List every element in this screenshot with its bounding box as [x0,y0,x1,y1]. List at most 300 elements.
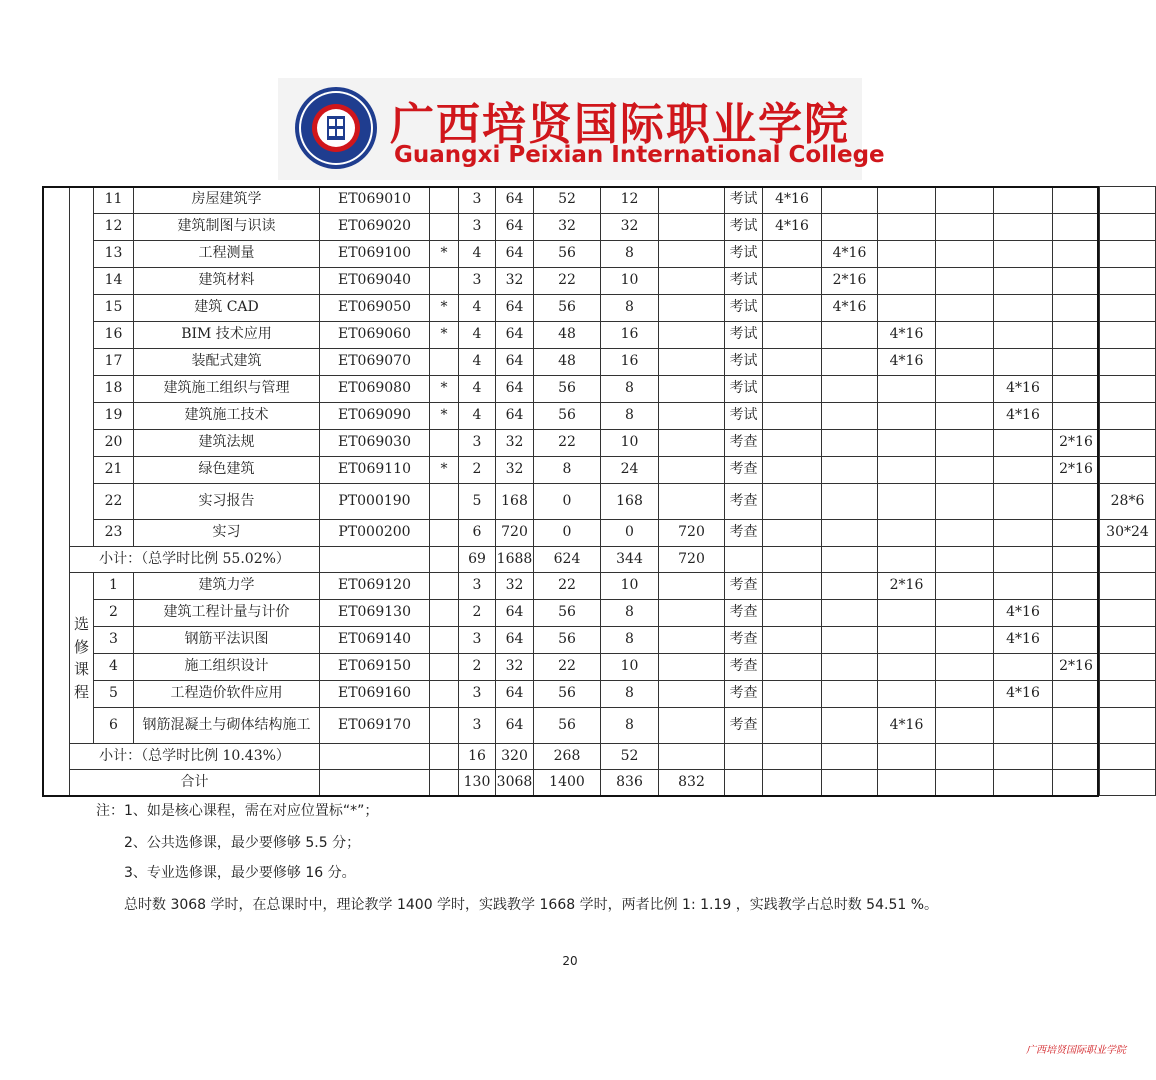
semester-2-cell [822,322,878,349]
grand-total-row-training: 832 [659,770,725,796]
subtotal-elective-row-core [430,744,459,770]
semester-7-cell [1100,457,1156,484]
credit-cell: 5 [459,484,496,520]
credit-cell: 3 [459,627,496,654]
semester-5-cell [994,187,1053,214]
semester-1-cell: 4*16 [763,214,822,241]
table-row [43,681,1156,708]
grand-total-row-credit: 130 [459,770,496,796]
grand-total-row-total: 3068 [496,770,534,796]
course-name-cell: 建筑 CAD [134,295,320,322]
subtotal-required-row-empty-cell [936,547,994,573]
semester-6-cell [1053,241,1100,268]
semester-1-cell: 4*16 [763,187,822,214]
semester-5-cell [994,295,1053,322]
curriculum-table [42,186,1149,797]
subtotal-required-row [43,547,1156,573]
semester-5-cell: 4*16 [994,376,1053,403]
practice-hours-cell: 8 [601,376,659,403]
practice-hours-cell: 8 [601,627,659,654]
course-no-cell: 4 [94,654,134,681]
grand-total-row-empty-cell [1100,770,1156,796]
course-code-cell: ET069010 [320,187,430,214]
semester-3-cell [878,457,936,484]
core-mark-cell [430,349,459,376]
semester-7-cell [1100,241,1156,268]
note-3: 3、专业选修课，最少要修够 16 分。 [124,865,356,881]
grand-total-row-practice: 836 [601,770,659,796]
semester-4-cell [936,241,994,268]
subtotal-required-row-total: 1688 [496,547,534,573]
table-row [43,187,1156,214]
practice-hours-cell: 8 [601,295,659,322]
semester-6-cell [1053,627,1100,654]
credit-cell: 4 [459,349,496,376]
college-header [278,78,885,180]
semester-1-cell [763,708,822,744]
semester-3-cell [878,627,936,654]
subtotal-elective-row-empty-cell [936,744,994,770]
assessment-cell: 考试 [725,349,763,376]
practical-training-cell [659,600,725,627]
theory-hours-cell: 48 [534,322,601,349]
assessment-cell: 考查 [725,708,763,744]
course-no-cell: 6 [94,708,134,744]
theory-hours-cell: 56 [534,681,601,708]
core-mark-cell [430,627,459,654]
note-summary: 总时数 3068 学时，在总课时中，理论教学 1400 学时，实践教学 1668 学时，两者比例 1: 1.19 ，实践教学占总时数 54.51 %。 [124,897,939,913]
semester-5-cell: 4*16 [994,627,1053,654]
semester-5-cell [994,241,1053,268]
course-name-cell: 建筑法规 [134,430,320,457]
practical-training-cell [659,322,725,349]
grand-total-row-theory: 1400 [534,770,601,796]
total-hours-cell: 64 [496,403,534,430]
practice-hours-cell: 12 [601,187,659,214]
semester-7-cell [1100,573,1156,600]
credit-cell: 3 [459,268,496,295]
semester-4-cell [936,268,994,295]
theory-hours-cell: 52 [534,187,601,214]
subtotal-required-row-empty-cell [994,547,1053,573]
watermark-text: 广西培贤国际职业学院 [1026,1045,1126,1056]
table-row [43,322,1156,349]
subtotal-required-row-core [430,547,459,573]
assessment-cell: 考试 [725,187,763,214]
course-no-cell: 13 [94,241,134,268]
credit-cell: 3 [459,430,496,457]
practical-training-cell [659,708,725,744]
semester-5-cell [994,268,1053,295]
semester-7-cell [1100,681,1156,708]
assessment-cell: 考查 [725,457,763,484]
semester-1-cell [763,627,822,654]
semester-7-cell [1100,187,1156,214]
practice-hours-cell: 10 [601,268,659,295]
course-no-cell: 21 [94,457,134,484]
assessment-cell: 考试 [725,376,763,403]
assessment-cell: 考试 [725,295,763,322]
semester-5-cell [994,349,1053,376]
core-mark-cell [430,573,459,600]
subcategory-cell [70,187,94,547]
semester-2-cell: 2*16 [822,268,878,295]
semester-6-cell [1053,681,1100,708]
subtotal-elective-row-empty-cell [994,744,1053,770]
semester-1-cell [763,484,822,520]
semester-6-cell [1053,403,1100,430]
table-row [43,430,1156,457]
semester-5-cell [994,520,1053,547]
table-row [43,600,1156,627]
theory-hours-cell: 56 [534,295,601,322]
course-name-cell: 建筑力学 [134,573,320,600]
table-row [43,214,1156,241]
credit-cell: 2 [459,654,496,681]
semester-4-cell [936,600,994,627]
practice-hours-cell: 16 [601,322,659,349]
subtotal-elective-row-practice: 52 [601,744,659,770]
subtotal-required-row-label: 小计：（总学时比例 55.02%） [70,547,320,573]
core-mark-cell [430,681,459,708]
semester-4-cell [936,322,994,349]
semester-4-cell [936,214,994,241]
semester-4-cell [936,708,994,744]
semester-3-cell [878,600,936,627]
practice-hours-cell: 10 [601,430,659,457]
theory-hours-cell: 48 [534,349,601,376]
total-hours-cell: 64 [496,349,534,376]
semester-2-cell [822,457,878,484]
semester-7-cell [1100,403,1156,430]
total-hours-cell: 64 [496,376,534,403]
semester-3-cell: 4*16 [878,322,936,349]
total-hours-cell: 64 [496,322,534,349]
elective-label-char: 修 [73,637,89,656]
course-name-cell: 建筑施工组织与管理 [134,376,320,403]
theory-hours-cell: 0 [534,484,601,520]
course-name-cell: 建筑施工技术 [134,403,320,430]
semester-4-cell [936,627,994,654]
semester-3-cell [878,187,936,214]
total-hours-cell: 64 [496,681,534,708]
assessment-cell: 考试 [725,241,763,268]
semester-1-cell [763,322,822,349]
total-hours-cell: 64 [496,627,534,654]
assessment-cell: 考试 [725,403,763,430]
practice-hours-cell: 24 [601,457,659,484]
course-code-cell: ET069020 [320,214,430,241]
semester-1-cell [763,457,822,484]
note-2: 2、公共选修课，最少要修够 5.5 分； [124,835,361,851]
semester-1-cell [763,600,822,627]
subtotal-elective-row-label: 小计：（总学时比例 10.43%） [70,744,320,770]
credit-cell: 3 [459,214,496,241]
theory-hours-cell: 56 [534,708,601,744]
practice-hours-cell: 0 [601,520,659,547]
college-seal-logo [294,86,378,170]
semester-5-cell [994,214,1053,241]
college-name-cn: 广西培贤国际职业学院 [390,99,850,150]
semester-6-cell [1053,600,1100,627]
semester-6-cell [1053,187,1100,214]
course-code-cell: PT000190 [320,484,430,520]
subtotal-elective-row-empty-cell [725,744,763,770]
subtotal-required-row-training: 720 [659,547,725,573]
course-code-cell: ET069040 [320,268,430,295]
theory-hours-cell: 56 [534,627,601,654]
semester-7-cell [1100,268,1156,295]
grand-total-row-empty-cell [936,770,994,796]
total-hours-cell: 64 [496,241,534,268]
core-mark-cell: * [430,403,459,430]
practical-training-cell [659,627,725,654]
assessment-cell: 考查 [725,627,763,654]
semester-5-cell: 4*16 [994,600,1053,627]
semester-2-cell [822,214,878,241]
practical-training-cell [659,187,725,214]
semester-1-cell [763,520,822,547]
course-code-cell: ET069130 [320,600,430,627]
grand-total-row-core [430,770,459,796]
credit-cell: 3 [459,187,496,214]
semester-6-cell: 2*16 [1053,654,1100,681]
semester-6-cell [1053,214,1100,241]
semester-4-cell [936,573,994,600]
credit-cell: 2 [459,457,496,484]
core-mark-cell [430,708,459,744]
course-name-cell: 建筑材料 [134,268,320,295]
core-mark-cell [430,214,459,241]
course-code-cell: ET069050 [320,295,430,322]
semester-2-cell [822,627,878,654]
theory-hours-cell: 56 [534,403,601,430]
core-mark-cell [430,187,459,214]
semester-7-cell [1100,349,1156,376]
grand-total-row-empty-cell [822,770,878,796]
subtotal-elective-row-empty-cell [878,744,936,770]
grand-total-row-empty-cell [725,770,763,796]
elective-category-cell [70,573,94,744]
subtotal-elective-row-credit: 16 [459,744,496,770]
total-hours-cell: 32 [496,268,534,295]
semester-3-cell [878,403,936,430]
core-mark-cell: * [430,457,459,484]
course-code-cell: ET069070 [320,349,430,376]
assessment-cell: 考查 [725,600,763,627]
theory-hours-cell: 22 [534,430,601,457]
theory-hours-cell: 22 [534,573,601,600]
grand-total-row [43,770,1156,796]
credit-cell: 3 [459,573,496,600]
subtotal-elective-row-empty-cell [1053,744,1100,770]
elective-label-char: 程 [73,682,89,701]
semester-2-cell [822,430,878,457]
table-row [43,268,1156,295]
core-mark-cell [430,600,459,627]
semester-7-cell: 28*6 [1100,484,1156,520]
assessment-cell: 考查 [725,573,763,600]
total-hours-cell: 64 [496,708,534,744]
semester-2-cell [822,376,878,403]
semester-3-cell [878,376,936,403]
core-mark-cell: * [430,241,459,268]
table-row [43,295,1156,322]
practice-hours-cell: 8 [601,600,659,627]
semester-4-cell [936,349,994,376]
practical-training-cell [659,214,725,241]
course-no-cell: 22 [94,484,134,520]
semester-6-cell: 2*16 [1053,457,1100,484]
semester-7-cell: 30*24 [1100,520,1156,547]
assessment-cell: 考查 [725,681,763,708]
course-code-cell: ET069140 [320,627,430,654]
core-mark-cell: * [430,322,459,349]
table-row [43,376,1156,403]
course-no-cell: 1 [94,573,134,600]
subtotal-elective-row-code [320,744,430,770]
credit-cell: 2 [459,600,496,627]
semester-1-cell [763,376,822,403]
practical-training-cell [659,430,725,457]
subtotal-elective-row-empty-cell [1100,744,1156,770]
semester-1-cell [763,430,822,457]
total-hours-cell: 64 [496,187,534,214]
practical-training-cell [659,268,725,295]
credit-cell: 4 [459,295,496,322]
course-no-cell: 23 [94,520,134,547]
assessment-cell: 考试 [725,322,763,349]
semester-4-cell [936,681,994,708]
grand-total-row-empty-cell [994,770,1053,796]
table-row [43,349,1156,376]
theory-hours-cell: 22 [534,654,601,681]
theory-hours-cell: 56 [534,241,601,268]
credit-cell: 3 [459,708,496,744]
subtotal-required-row-empty-cell [1100,547,1156,573]
table-row [43,627,1156,654]
course-no-cell: 14 [94,268,134,295]
theory-hours-cell: 8 [534,457,601,484]
theory-hours-cell: 56 [534,376,601,403]
practice-hours-cell: 8 [601,708,659,744]
credit-cell: 6 [459,520,496,547]
assessment-cell: 考查 [725,484,763,520]
semester-2-cell [822,484,878,520]
core-mark-cell: * [430,376,459,403]
semester-2-cell [822,520,878,547]
semester-7-cell [1100,295,1156,322]
course-no-cell: 20 [94,430,134,457]
semester-3-cell [878,654,936,681]
total-hours-cell: 64 [496,295,534,322]
assessment-cell: 考查 [725,654,763,681]
semester-4-cell [936,430,994,457]
semester-3-cell [878,681,936,708]
practice-hours-cell: 8 [601,403,659,430]
course-name-cell: 钢筋平法识图 [134,627,320,654]
assessment-cell: 考查 [725,520,763,547]
course-name-cell: 建筑制图与识读 [134,214,320,241]
subtotal-required-row-empty-cell [1053,547,1100,573]
semester-4-cell [936,403,994,430]
semester-3-cell [878,520,936,547]
semester-7-cell [1100,214,1156,241]
course-no-cell: 5 [94,681,134,708]
semester-2-cell: 4*16 [822,295,878,322]
subtotal-elective-row-empty-cell [822,744,878,770]
semester-7-cell [1100,322,1156,349]
total-hours-cell: 32 [496,430,534,457]
semester-4-cell [936,654,994,681]
semester-1-cell [763,681,822,708]
semester-6-cell [1053,295,1100,322]
semester-5-cell [994,708,1053,744]
credit-cell: 4 [459,403,496,430]
course-name-cell: 施工组织设计 [134,654,320,681]
practical-training-cell [659,681,725,708]
total-hours-cell: 168 [496,484,534,520]
semester-5-cell: 4*16 [994,403,1053,430]
assessment-cell: 考试 [725,214,763,241]
course-name-cell: BIM 技术应用 [134,322,320,349]
semester-4-cell [936,295,994,322]
table-row [43,457,1156,484]
subtotal-required-row-code [320,547,430,573]
practical-training-cell: 720 [659,520,725,547]
subtotal-required-row-theory: 624 [534,547,601,573]
semester-2-cell [822,708,878,744]
course-name-cell: 装配式建筑 [134,349,320,376]
elective-label-char: 选 [73,615,89,633]
subtotal-elective-row-training [659,744,725,770]
subtotal-required-row-practice: 344 [601,547,659,573]
total-hours-cell: 32 [496,654,534,681]
subtotal-required-row-empty-cell [822,547,878,573]
semester-6-cell [1053,268,1100,295]
theory-hours-cell: 0 [534,520,601,547]
grand-total-row-empty-cell [878,770,936,796]
core-mark-cell [430,484,459,520]
practical-training-cell [659,457,725,484]
credit-cell: 4 [459,322,496,349]
semester-5-cell: 4*16 [994,681,1053,708]
note-1: 注：1、如是核心课程，需在对应位置标“*”； [96,803,379,819]
course-name-cell: 实习报告 [134,484,320,520]
semester-1-cell [763,573,822,600]
theory-hours-cell: 56 [534,600,601,627]
semester-1-cell [763,295,822,322]
course-code-cell: ET069030 [320,430,430,457]
course-code-cell: ET069080 [320,376,430,403]
practice-hours-cell: 168 [601,484,659,520]
course-code-cell: ET069090 [320,403,430,430]
table-row [43,520,1156,547]
table-row [43,708,1156,744]
semester-3-cell [878,295,936,322]
course-code-cell: PT000200 [320,520,430,547]
grand-total-row-label: 合计 [70,770,320,796]
semester-2-cell [822,681,878,708]
semester-1-cell [763,654,822,681]
semester-3-cell: 4*16 [878,708,936,744]
semester-6-cell [1053,708,1100,744]
credit-cell: 3 [459,681,496,708]
course-no-cell: 17 [94,349,134,376]
course-name-cell: 钢筋混凝土与砌体结构施工 [134,708,320,744]
course-code-cell: ET069100 [320,241,430,268]
semester-3-cell [878,484,936,520]
